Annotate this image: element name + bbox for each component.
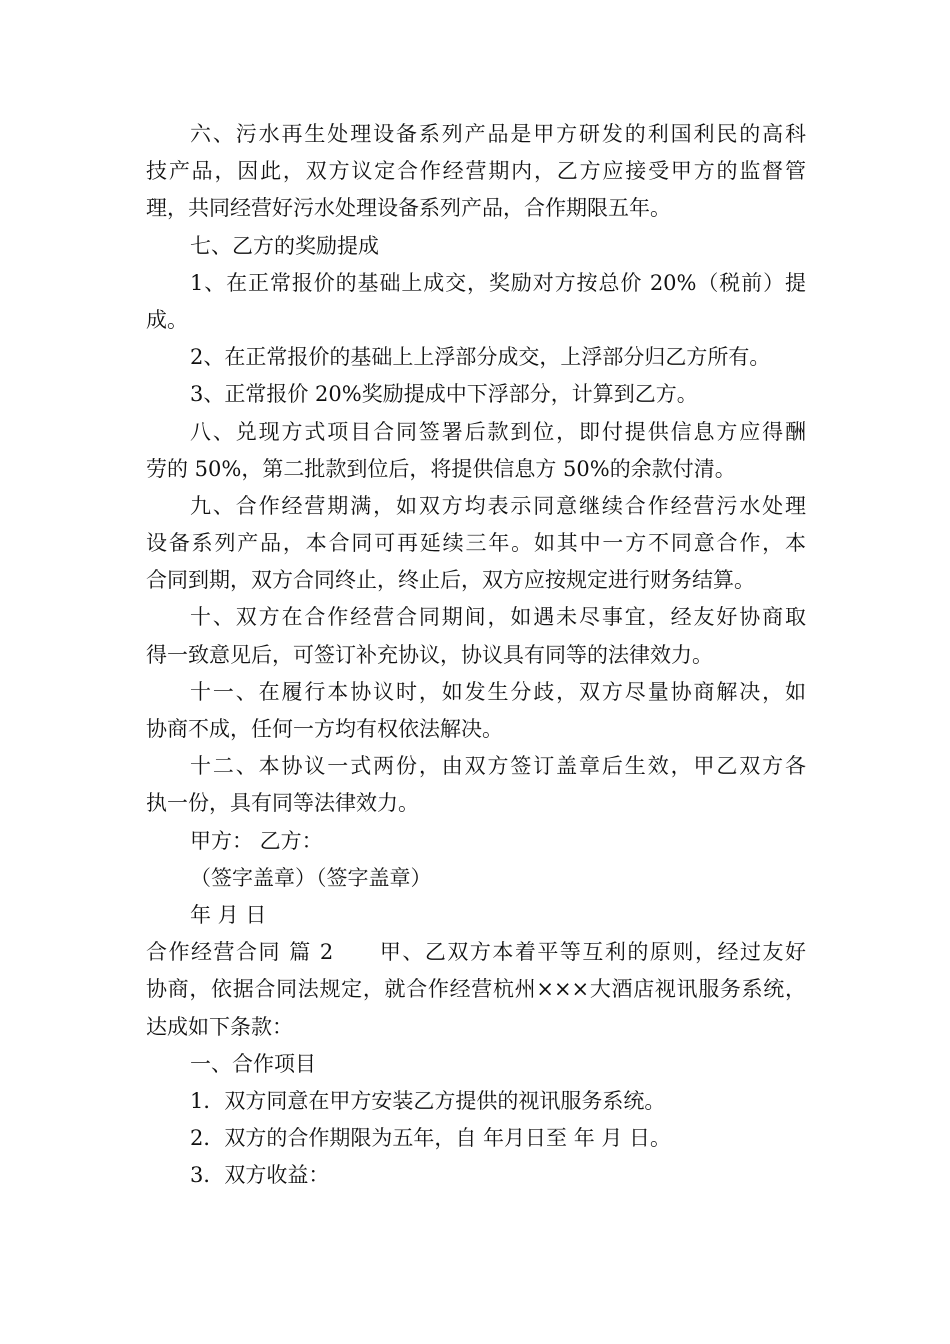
item-7-1-line-2: 成。 [146, 307, 188, 332]
document-page [146, 116, 806, 1194]
paragraph-10-line-1: 十、双方在合作经营合同期间，如遇未尽事宜，经友好协商取 [190, 605, 806, 630]
item-1-2: 2．双方的合作期限为五年，自 年月日至 年 月 日。 [190, 1126, 672, 1151]
paragraph-9-line-3: 合同到期，双方合同终止，终止后，双方应按规定进行财务结算。 [146, 568, 755, 593]
paragraph-8-line-1: 八、兑现方式项目合同签署后款到位，即付提供信息方应得酬 [190, 419, 806, 444]
paragraph-6-line-2: 技产品，因此，双方议定合作经营期内，乙方应接受甲方的监督管 [146, 159, 806, 184]
item-7-1-line-1: 1、在正常报价的基础上成交，奖励对方按总价 20%（税前）提 [190, 270, 806, 295]
paragraph-11-line-2: 协商不成，任何一方均有权依法解决。 [146, 717, 503, 741]
paragraph-6-line-3: 理，共同经营好污水处理设备系列产品，合作期限五年。 [146, 196, 671, 221]
paragraph-9-line-2: 设备系列产品，本合同可再延续三年。如其中一方不同意合作，本 [146, 531, 806, 556]
paragraph-9-line-1: 九、合作经营期满，如双方均表示同意继续合作经营污水处理 [190, 493, 806, 518]
section-1-heading: 一、合作项目 [190, 1051, 316, 1076]
paragraph-6-line-1: 六、污水再生处理设备系列产品是甲方研发的利国利民的高科 [190, 122, 806, 146]
paragraph-8-line-2: 劳的 50%，第二批款到位后，将提供信息方 50%的余款付清。 [146, 456, 736, 481]
item-1-3: 3．双方收益： [190, 1163, 330, 1188]
paragraph-11-line-1: 十一、在履行本协议时，如发生分歧，双方尽量协商解决，如 [190, 679, 806, 704]
signature-date: 年 月 日 [190, 902, 267, 927]
signature-parties: 甲方： 乙方： [190, 828, 323, 853]
section-7-heading: 七、乙方的奖励提成 [190, 233, 379, 258]
item-7-2: 2、在正常报价的基础上上浮部分成交，上浮部分归乙方所有。 [190, 345, 771, 370]
item-7-3: 3、正常报价 20%奖励提成中下浮部分，计算到乙方。 [190, 382, 698, 407]
contract-2-intro-line-3: 达成如下条款： [146, 1014, 293, 1039]
paragraph-12-line-1: 十二、本协议一式两份，由双方签订盖章后生效，甲乙双方各 [190, 754, 806, 779]
contract-2-intro-line-1: 合作经营合同 篇 2 甲、乙双方本着平等互利的原则，经过友好 [146, 940, 806, 965]
contract-2-intro-line-2: 协商，依据合同法规定，就合作经营杭州×××大酒店视讯服务系统， [146, 977, 806, 1002]
item-1-1: 1．双方同意在甲方安装乙方提供的视讯服务系统。 [190, 1088, 666, 1113]
paragraph-12-line-2: 执一份，具有同等法律效力。 [146, 791, 419, 816]
paragraph-10-line-2: 得一致意见后，可签订补充协议，协议具有同等的法律效力。 [146, 642, 713, 667]
signature-seal: （签字盖章）（签字盖章） [190, 865, 432, 890]
